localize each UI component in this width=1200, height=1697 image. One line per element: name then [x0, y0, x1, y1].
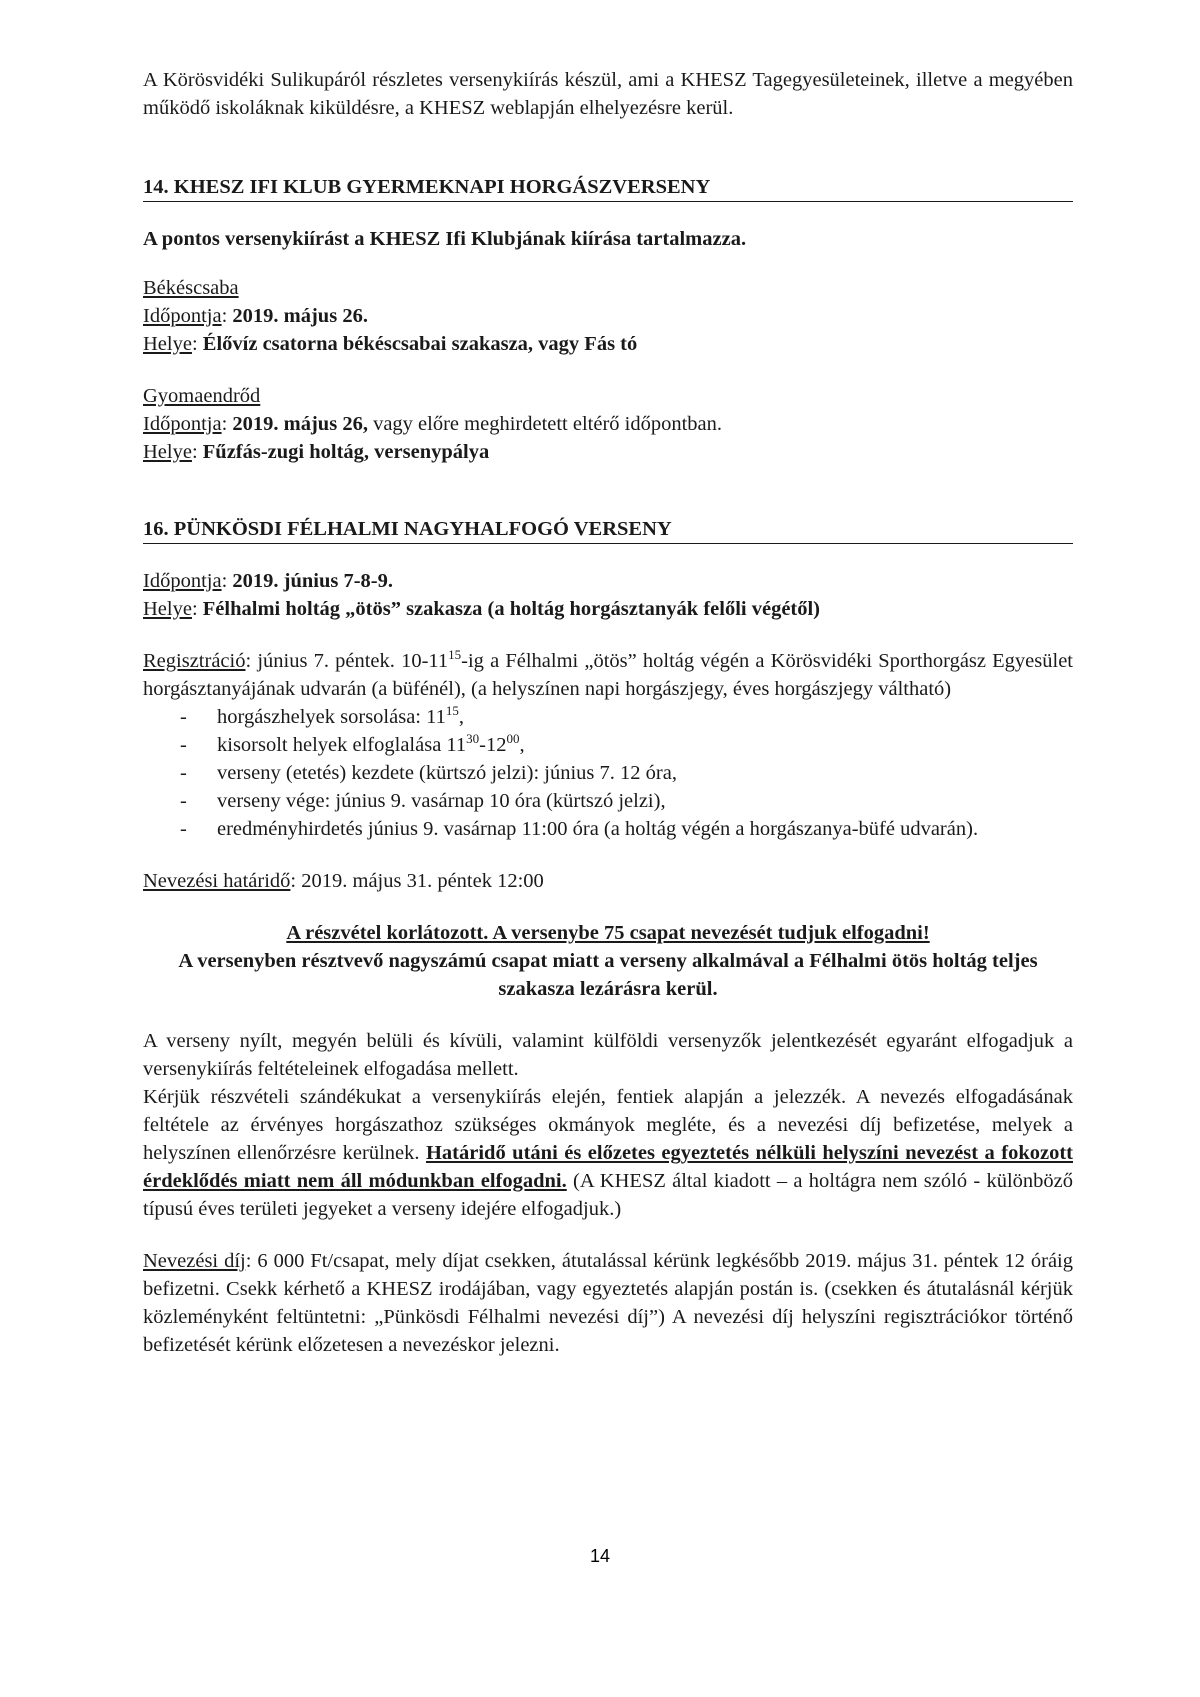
- section-16-heading: 16. PÜNKÖSDI FÉLHALMI NAGYHALFOGÓ VERSENY: [143, 515, 1073, 544]
- paragraph-fee: [143, 1247, 1073, 1359]
- registration-sup: 15: [448, 647, 462, 663]
- list-item: - verseny vége: június 9. vasárnap 10 óra (kürtszó jelzi),: [143, 787, 1073, 815]
- deadline-label: Nevezési határidő: [143, 870, 291, 892]
- date-label: Időpontja: [143, 305, 222, 327]
- page-number: 14: [589, 1546, 611, 1566]
- venue-city: Gyomaendrőd: [143, 385, 261, 407]
- fee-label: Nevezési díj: [143, 1250, 246, 1272]
- venue-bekescsaba: Békéscsaba Időpontja: 2019. május 26. Helye: Élővíz csatorna békéscsabai szakasza, vagy Fás tó: [143, 277, 638, 355]
- date-value: 2019. május 26,: [232, 413, 368, 435]
- place-value: Fűzfás-zugi holtág, versenypálya: [202, 441, 490, 463]
- venue-gyomaendrod: Gyomaendrőd Időpontja: 2019. május 26, vagy előre meghirdetett eltérő időpontban. Helye: Fűzfás-zugi holtág, versenypálya: [143, 385, 723, 463]
- list-item: - eredményhirdetés június 9. vasárnap 11:00 óra (a holtág végén a horgászanya-büfé udvarán).: [143, 815, 1073, 843]
- registration-text-b: -ig a Félhalmi „ötös” holtág végén a Körösvidéki Sporthorgász Egyesület horgásztanyájának udvarán (a büfénél), (a helyszínen napi horgászjegy, éves horgászjegy váltható): [143, 650, 1073, 700]
- intro-paragraph: A Körösvidéki Sulikupáról részletes versenykiírás készül, ami a KHESZ Tagegyesületeinek, illetve a megyében működő iskoláknak kiküldésre, a KHESZ weblapján elhelyezésre kerül.: [143, 69, 1073, 119]
- date-extra: vagy előre meghirdetett eltérő időpontban.: [367, 413, 723, 435]
- registration-label: Regisztráció: [143, 650, 246, 672]
- document-page: A Körösvidéki Sulikupáról részletes versenykiírás készül, ami a KHESZ Tagegyesületeinek, illetve a megyében működő iskoláknak kiküldésre, a KHESZ weblapján elhelyezésre kerül. 14. KHESZ IFI KLUB GYERMEKNAPI HORGÁSZVERSENY A pontos versenykiírást a KHESZ Ifi Klubjának kiírása tartalmazza. Békéscsaba Időpontja: 2019. május 26. Helye: Élővíz csatorna békéscsabai szakasza, vagy Fás tó Gyomaendrőd Időpontja: 2019. május 26, vagy előre meghirdetett eltérő időpontban. Helye: Fűzfás-zugi holtág, versenypálya 16. PÜNKÖSDI FÉLHALMI NAGYHALFOGÓ VERSENY Időpontja: 2019. június 7-8-9. Helye: Félhalmi holtág „ötös” szakasza (a holtág horgásztanyák felőli végétől) Regisztráció: június 7. péntek. $10-11^{15}-ig$ a Félhalmi „ötös” holtág végén a Körösvidéki Sporthorgász Egyesület horgásztanyájának udvarán (a büfénél), (a helyszínen napi horgászjegy, éves horgászjegy váltható) - horgászhelyek sorsolása: $11^{15}$, - kisorsolt helyek elfoglalása $11^{30}-12^{00}$, - verseny (etetés) kezdete (kürtszó jelzi): június 7. 12 óra, - verseny vége: június 9. vasárnap 10 óra (kürtszó jelzi), - eredményhirdetés június 9. vasárnap 11:00 óra (a holtág végén a horgászanya-büfé udvarán). Nevezési határidő: 2019. május 31. péntek 12:00 A részvétel korlátozott. A versenybe 75 csapat nevezését tudjuk elfogadni! A versenyben résztvevő nagyszámú csapat miatt a verseny alkalmával a Félhalmi ötös holtág teljes szakasza lezárásra kerül. A verseny nyílt, megyén belüli és kívüli, valamint külföldi versenyzők jelentkezését egyaránt elfogadjuk a versenykiírás feltételeinek elfogadása mellett. Kérjük részvételi szándékukat a versenykiírás elején, fentiek alapján a jelezzék. A nevezés elfogadásának feltétele az érvényes horgászathoz szükséges okmányok megléte, és a nevezési díj befizetése, melyek a helyszínen ellenőrzésre kerülnek. Határidő utáni és előzetes egyeztetés nélküli helyszíni nevezést a fokozott érdeklődés miatt nem áll módunkban elfogadni. (A KHESZ által kiadott – a holtágra nem szóló - különböző típusú éves területi jegyeket a verseny idejére elfogadjuk.) Nevezési díj: 6 000 Ft/csapat, mely díjat csekken, átutalással kérünk legkésőbb 2019. május 31. péntek 12 óráig befizetni. Csekk kérhető a KHESZ irodájában, vagy egyeztetés alapján postán is. (csekken és átutalásnál kérjük közleményként feltüntetni: „Pünkösdi Félhalmi nevezési díj”) A nevezési díj helyszíni regisztrációkor történő befizetését kérünk előzetesen a nevezéskor jelezni.: [143, 66, 1073, 1359]
- entry-warning-text: Határidő utáni és előzetes egyeztetés nélküli helyszíni nevezést a fokozott érdeklődés miatt nem áll módunkban elfogadni.: [143, 1142, 1073, 1192]
- list-item: - horgászhelyek sorsolása: $11^{15}$,: [143, 703, 1073, 731]
- venue-city: Békéscsaba: [143, 277, 239, 299]
- place-label: Helye: [143, 333, 192, 355]
- date-value: 2019. június 7-8-9.: [232, 570, 394, 592]
- registration-text-a: : június 7. péntek. 10-11: [245, 650, 449, 672]
- fee-text: : 6 000 Ft/csapat, mely díjat csekken, átutalással kérünk legkésőbb 2019. május 31. péntek 12 óráig befizetni. Csekk kérhető a KHESZ irodájában, vagy egyeztetés alapján postán is. (csekken és átutalásnál kérjük közleményként feltüntetni: „Pünkösdi Félhalmi nevezési díj”) A nevezési díj helyszíni regisztrációkor történő befizetését kérünk előzetesen a nevezéskor jelezni.: [143, 1250, 1073, 1356]
- place-label: Helye: [143, 598, 192, 620]
- deadline-value: : 2019. május 31. péntek 12:00: [290, 870, 544, 892]
- list-item: - verseny (etetés) kezdete (kürtszó jelzi): június 7. 12 óra,: [143, 759, 1073, 787]
- notice-line-1: A részvétel korlátozott. A versenybe 75 csapat nevezését tudjuk elfogadni!: [286, 922, 930, 944]
- paragraph-entry-conditions: [143, 1083, 1073, 1223]
- section-14-note: A pontos versenykiírást a KHESZ Ifi Klubjának kiírása tartalmazza.: [143, 228, 747, 250]
- date-label: Időpontja: [143, 413, 222, 435]
- place-label: Helye: [143, 441, 192, 463]
- paragraph-open-competition: A verseny nyílt, megyén belüli és kívüli, valamint külföldi versenyzők jelentkezését egyaránt elfogadjuk a versenykiírás feltételeinek elfogadása mellett.: [143, 1030, 1073, 1080]
- entry-conditions-text: Kérjük részvételi szándékukat a versenykiírás elején, fentiek alapján a jelezzék. A nevezés elfogadásának feltétele az érvényes horgászathoz szükséges okmányok megléte, és a nevezési díj befizetése, melyek a helyszínen ellenőrzésre kerülnek.: [143, 1086, 1073, 1164]
- place-value: Élővíz csatorna békéscsabai szakasza, vagy Fás tó: [202, 333, 638, 355]
- date-label: Időpontja: [143, 570, 222, 592]
- place-value: Félhalmi holtág „ötös” szakasza (a holtág horgásztanyák felőli végétől): [202, 598, 821, 620]
- date-value: 2019. május 26.: [232, 305, 368, 327]
- notice-line-2: A versenyben résztvevő nagyszámú csapat miatt a verseny alkalmával a Félhalmi ötös holtág teljes szakasza lezárásra kerül.: [178, 950, 1038, 1000]
- schedule-list: [143, 703, 1073, 843]
- list-item: - kisorsolt helyek elfoglalása $11^{30}-12^{00}$,: [143, 731, 1073, 759]
- entry-tickets-text: (A KHESZ által kiadott – a holtágra nem szóló - különböző típusú éves területi jegyeket a verseny idejére elfogadjuk.): [143, 1170, 1073, 1220]
- section-14-heading: 14. KHESZ IFI KLUB GYERMEKNAPI HORGÁSZVERSENY: [143, 173, 1073, 202]
- registration-paragraph: [143, 647, 1073, 703]
- deadline-line: [143, 867, 1073, 895]
